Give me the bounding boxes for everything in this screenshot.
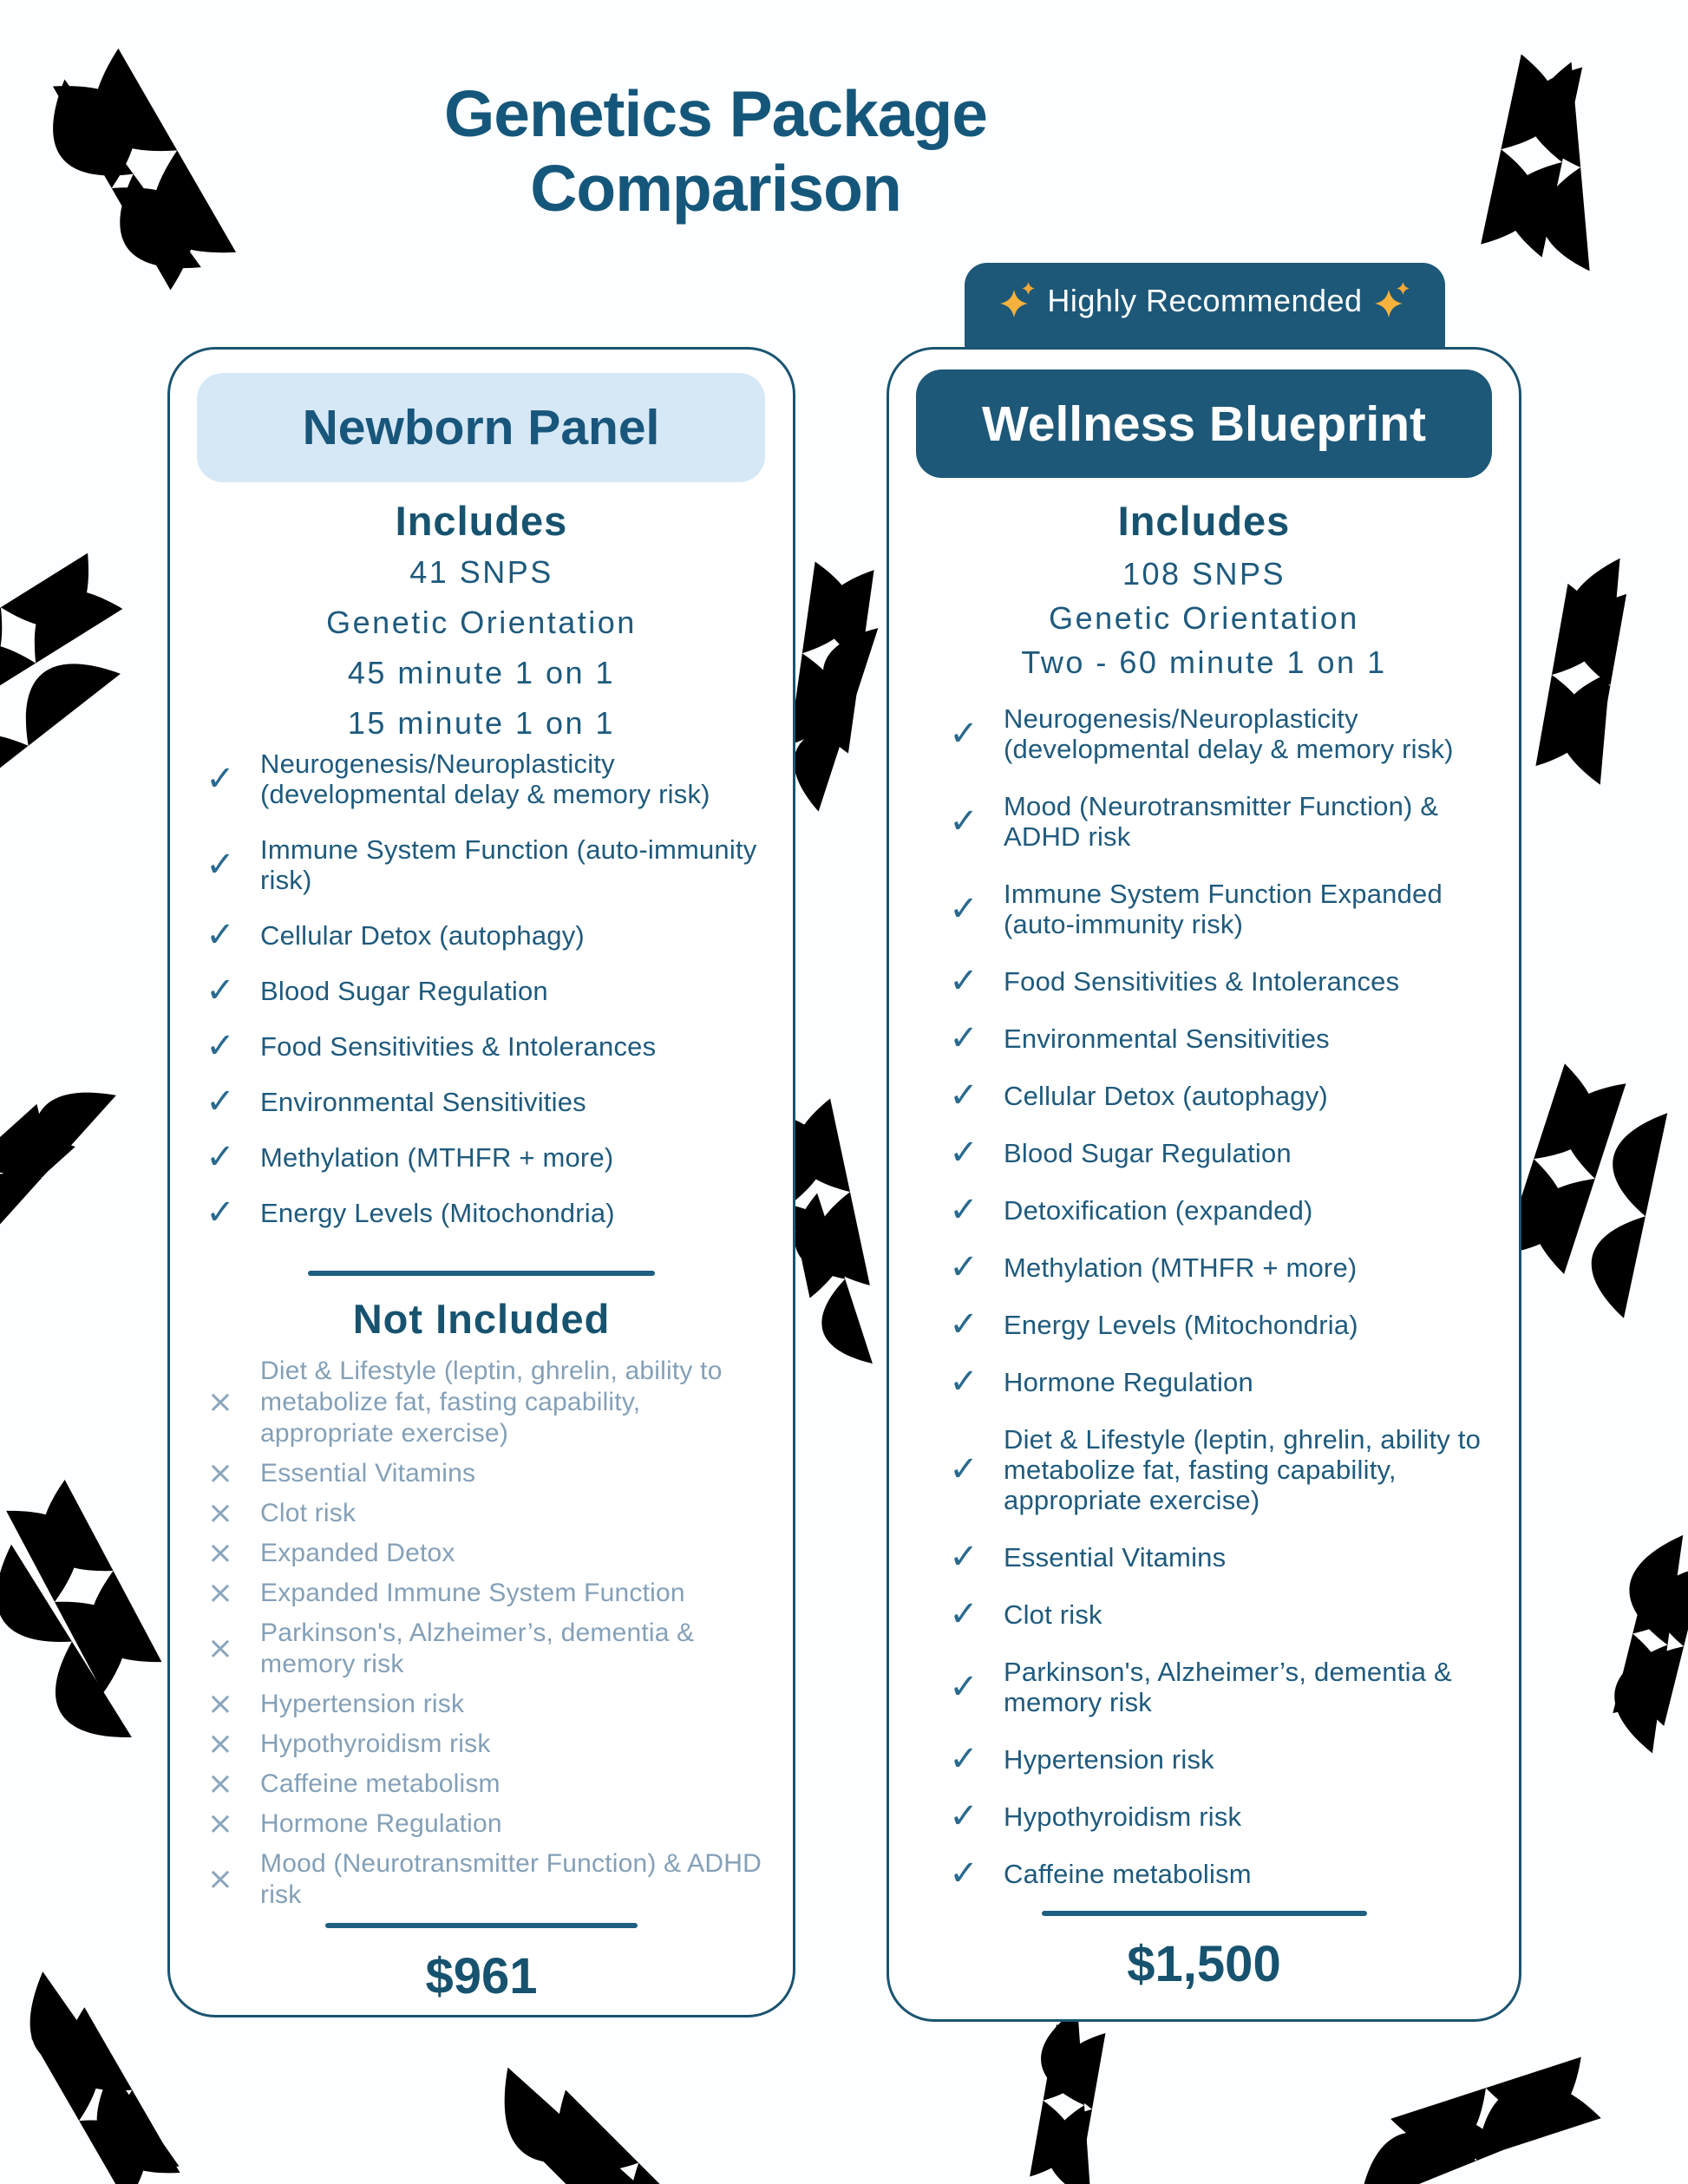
check-icon: ✓ — [949, 961, 978, 1001]
included-item — [945, 1739, 1486, 1779]
included-item-label: Blood Sugar Regulation — [1004, 1138, 1292, 1168]
price-divider — [325, 1923, 638, 1928]
not-included-item — [201, 1575, 763, 1611]
not-included-item-label: Parkinson's, Alzheimer’s, dementia & memory risk — [260, 1618, 695, 1678]
wellness-blueprint-title: Wellness Blueprint — [916, 369, 1492, 478]
includes-summary — [889, 558, 1519, 690]
included-item-label: Blood Sugar Regulation — [260, 976, 548, 1006]
included-item-label: Cellular Detox (autophagy) — [260, 920, 585, 951]
included-item-label: Food Sensitivities & Intolerances — [260, 1031, 657, 1062]
included-item-label: Hypertension risk — [1004, 1744, 1214, 1775]
check-icon: ✓ — [949, 1666, 978, 1707]
included-item — [945, 1247, 1486, 1287]
included-item — [945, 1076, 1486, 1115]
included-item — [945, 1362, 1486, 1402]
check-icon: ✓ — [206, 1193, 235, 1233]
summary-line: Genetic Orientation — [326, 605, 637, 640]
check-icon: ✓ — [206, 758, 235, 799]
not-included-list — [201, 1356, 763, 1919]
included-item-label: Diet & Lifestyle (leptin, ghrelin, ability to metabolize fat, fasting capability, appropriate exercise) — [1004, 1424, 1482, 1515]
included-item-label: Mood (Neurotransmitter Function) & ADHD risk — [1004, 791, 1439, 852]
included-item — [945, 1537, 1486, 1577]
wellness-blueprint-price: $1,500 — [1127, 1936, 1281, 1992]
included-list — [945, 703, 1486, 1916]
included-item-label: Energy Levels (Mitochondria) — [1004, 1310, 1358, 1340]
section-divider — [308, 1271, 655, 1276]
included-item — [945, 1305, 1486, 1344]
not-included-item-label: Essential Vitamins — [260, 1459, 476, 1488]
cross-icon: × — [206, 1455, 234, 1491]
check-icon: ✓ — [949, 1190, 978, 1230]
not-included-item — [201, 1455, 763, 1491]
included-item-label: Methylation (MTHFR + more) — [1004, 1252, 1358, 1283]
check-icon: ✓ — [206, 971, 235, 1010]
check-icon: ✓ — [949, 801, 978, 841]
not-included-item-label: Hypothyroidism risk — [260, 1730, 491, 1758]
check-icon: ✓ — [206, 844, 235, 885]
included-item — [945, 1133, 1486, 1173]
not-included-item-label: Mood (Neurotransmitter Function) & ADHD risk — [260, 1849, 762, 1909]
check-icon: ✓ — [949, 1247, 978, 1287]
not-included-item-label: Expanded Detox — [260, 1539, 455, 1567]
summary-line: Genetic Orientation — [1049, 600, 1359, 636]
sparkles-icon — [1375, 282, 1410, 320]
included-item-label: Parkinson's, Alzheimer’s, dementia & memory risk — [1004, 1657, 1452, 1717]
included-item — [201, 915, 767, 955]
not-included-item — [201, 1848, 763, 1911]
included-item-label: Caffeine metabolism — [1004, 1859, 1252, 1889]
included-item-label: Hypothyroidism risk — [1004, 1801, 1242, 1832]
not-included-heading: Not Included — [352, 1296, 611, 1342]
check-icon: ✓ — [206, 915, 235, 955]
cross-icon: × — [206, 1861, 234, 1897]
badge-label: Highly Recommended — [1047, 283, 1363, 318]
included-item-label: Immune System Function (auto-immunity risk) — [260, 834, 757, 895]
not-included-item-label: Diet & Lifestyle (leptin, ghrelin, ability to metabolize fat, fasting capability, appropriate exercise) — [260, 1357, 723, 1448]
cross-icon: × — [206, 1806, 234, 1841]
included-item — [945, 1018, 1486, 1058]
not-included-item — [201, 1726, 763, 1762]
included-item — [945, 1594, 1486, 1634]
check-icon: ✓ — [949, 1018, 978, 1058]
check-icon: ✓ — [949, 713, 978, 754]
includes-heading: Includes — [395, 498, 568, 544]
cross-icon: × — [206, 1766, 234, 1801]
check-icon: ✓ — [949, 1739, 978, 1779]
included-item-label: Essential Vitamins — [1004, 1542, 1227, 1573]
cross-icon: × — [206, 1495, 234, 1531]
sparkles-icon — [1000, 282, 1035, 320]
includes-heading: Includes — [1117, 498, 1291, 544]
check-icon: ✓ — [949, 1854, 978, 1893]
included-item-label: Immune System Function Expanded (auto-immunity risk) — [1004, 879, 1443, 939]
check-icon: ✓ — [949, 1133, 978, 1173]
check-icon: ✓ — [206, 1137, 235, 1177]
summary-line: 108 SNPS — [1122, 556, 1286, 592]
included-item — [201, 749, 767, 809]
included-item — [201, 1082, 767, 1121]
not-included-item-label: Expanded Immune System Function — [260, 1579, 685, 1607]
included-item-label: Hormone Regulation — [1004, 1367, 1253, 1397]
summary-line: 45 minute 1 on 1 — [347, 655, 616, 690]
not-included-item — [201, 1356, 763, 1449]
cross-icon: × — [206, 1384, 234, 1420]
cross-icon: × — [206, 1686, 234, 1722]
included-item-label: Cellular Detox (autophagy) — [1004, 1081, 1328, 1111]
included-item-label: Environmental Sensitivities — [1004, 1023, 1330, 1054]
included-item — [945, 1190, 1486, 1230]
check-icon: ✓ — [949, 1076, 978, 1115]
included-item — [945, 1796, 1486, 1836]
cross-icon: × — [206, 1631, 234, 1666]
cross-icon: × — [206, 1726, 234, 1762]
not-included-item-label: Clot risk — [260, 1499, 357, 1527]
included-item — [201, 1026, 767, 1066]
included-item — [945, 1424, 1486, 1515]
dna-helix-icon — [1484, 51, 1609, 286]
included-item — [945, 703, 1486, 764]
price-divider — [1042, 1911, 1367, 1916]
not-included-item — [201, 1686, 763, 1722]
included-item-label: Methylation (MTHFR + more) — [260, 1142, 614, 1173]
included-item — [945, 879, 1486, 939]
cross-icon: × — [206, 1535, 234, 1571]
not-included-item — [201, 1495, 763, 1531]
page-title: Genetics Package Comparison — [443, 77, 988, 225]
included-item-label: Detoxification (expanded) — [1004, 1195, 1313, 1226]
check-icon: ✓ — [949, 888, 978, 929]
included-item-label: Clot risk — [1004, 1599, 1102, 1630]
included-item-label: Environmental Sensitivities — [260, 1087, 586, 1117]
not-included-item-label: Hypertension risk — [260, 1690, 465, 1718]
not-included-item — [201, 1808, 763, 1840]
wellness-blueprint-card — [887, 347, 1521, 2022]
newborn-panel-title: Newborn Panel — [197, 373, 765, 482]
included-item-label: Neurogenesis/Neuroplasticity (developmental delay & memory risk) — [260, 749, 710, 809]
included-list — [201, 749, 767, 1253]
check-icon: ✓ — [949, 1449, 978, 1489]
included-item — [945, 1854, 1486, 1893]
not-included-item-label: Hormone Regulation — [260, 1809, 502, 1838]
check-icon: ✓ — [949, 1362, 978, 1402]
check-icon: ✓ — [949, 1305, 978, 1344]
included-item — [945, 1657, 1486, 1717]
summary-line: 15 minute 1 on 1 — [347, 705, 616, 741]
included-item-label: Energy Levels (Mitochondria) — [260, 1198, 615, 1228]
included-item-label: Food Sensitivities & Intolerances — [1004, 966, 1400, 997]
check-icon: ✓ — [949, 1537, 978, 1577]
check-icon: ✓ — [206, 1026, 235, 1066]
included-item-label: Neurogenesis/Neuroplasticity (developmental delay & memory risk) — [1004, 703, 1454, 764]
newborn-panel-card — [167, 347, 795, 2017]
check-icon: ✓ — [949, 1594, 978, 1634]
summary-line: Two - 60 minute 1 on 1 — [1021, 644, 1387, 680]
not-included-item — [201, 1535, 763, 1571]
included-item — [945, 791, 1486, 852]
included-item — [201, 834, 767, 895]
cross-icon: × — [206, 1575, 234, 1611]
not-included-item — [201, 1618, 763, 1680]
not-included-item — [201, 1766, 763, 1801]
included-item — [201, 1137, 767, 1177]
included-item — [201, 1193, 767, 1233]
summary-line: 41 SNPS — [409, 554, 553, 590]
check-icon: ✓ — [949, 1796, 978, 1836]
newborn-panel-price: $961 — [425, 1948, 538, 2004]
included-item — [945, 961, 1486, 1001]
included-item — [201, 971, 767, 1010]
includes-summary — [170, 556, 793, 757]
check-icon: ✓ — [206, 1082, 235, 1121]
not-included-item-label: Caffeine metabolism — [260, 1769, 501, 1798]
